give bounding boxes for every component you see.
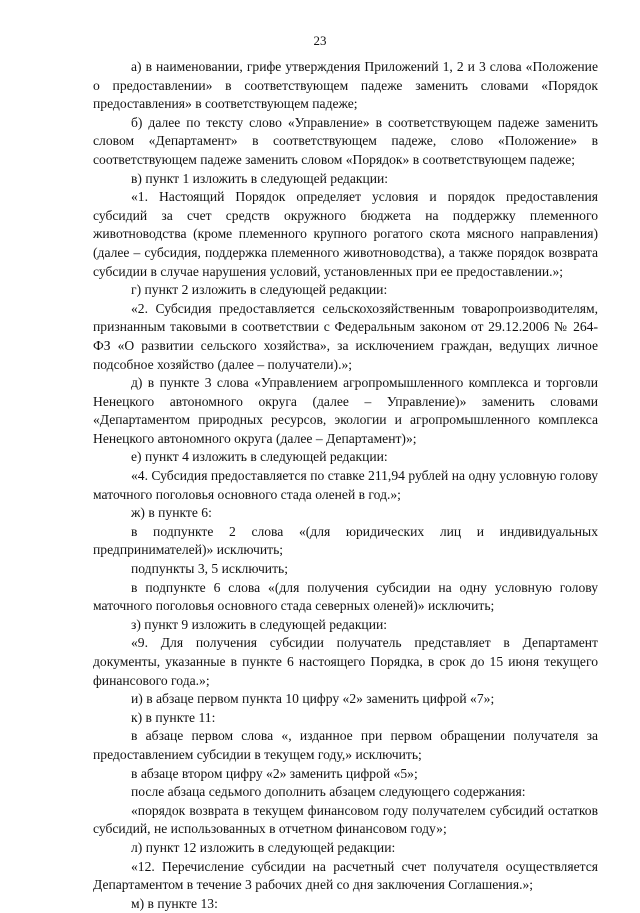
paragraph-zh-sub35: подпункты 3, 5 исключить; <box>131 561 288 577</box>
paragraph-zh-sub6: в подпункте 6 слова «(для получения субсидии на одну условную голову маточного поголовья основного стада северных оленей)» исключить; <box>93 579 598 614</box>
paragraph-k-seventh: после абзаца седьмого дополнить абзацем следующего содержания: <box>131 784 526 800</box>
paragraph-a: а) в наименовании, грифе утверждения Приложений 1, 2 и 3 слова «Положение о предоставлении» в соответствующем падеже заменить словами «Порядок предоставления» в соответствующем падеже; <box>93 59 598 112</box>
paragraph-v-text: «1. Настоящий Порядок определяет условия и порядок предоставления субсидий за счет средств окружного бюджета на поддержку племенного животноводства (кроме племенного крупного рогатого скота мясного направления) (далее – субсидия, поддержка племенного животноводства), а также порядок возврата субсидии в случае нарушения условий, установленных при ее предоставлении.»; <box>93 189 598 279</box>
paragraph-k-new: «порядок возврата в текущем финансовом году получателем субсидий остатков субсидий, не использованных в отчетном финансовом году»; <box>93 802 598 837</box>
paragraph-d: д) в пункте 3 слова «Управлением агропромышленного комплекса и торговли Ненецкого автономного округа (далее – Управление)» заменить словами «Департаментом природных ресурсов, экологии и агропромышленного комплекса Ненецкого автономного округа (далее – Департамент)»; <box>93 375 598 446</box>
paragraph-e-text: «4. Субсидия предоставляется по ставке 211,94 рублей на одну условную голову маточного поголовья основного стада оленей в год.»; <box>93 468 598 502</box>
paragraph-i: и) в абзаце первом пункта 10 цифру «2» заменить цифрой «7»; <box>131 691 495 707</box>
page-number: 23 <box>313 33 327 48</box>
paragraph-b: б) далее по тексту слово «Управление» в соответствующем падеже заменить словом «Департамент» в соответствующем падеже, слово «Положение» в соответствующем падеже заменить словом «Порядок» в соответствующем падеже; <box>93 114 598 167</box>
paragraph-k-first: в абзаце первом слова «, изданное при первом обращении получателя за предоставлением субсидии в текущем году,» исключить; <box>93 728 598 762</box>
paragraph-e: е) пункт 4 изложить в следующей редакции: <box>131 449 388 465</box>
paragraph-g-text: «2. Субсидия предоставляется сельскохозяйственным товаропроизводителям, признанным таковыми в соответствии с Федеральным законом от 29.12.2006 № 264-ФЗ «О развитии сельского хозяйства», за исключением граждан, ведущих личное подсобное хозяйство (далее – получатели).»; <box>93 300 598 372</box>
paragraph-zh: ж) в пункте 6: <box>131 505 212 521</box>
paragraph-m: м) в пункте 13: <box>131 895 218 911</box>
paragraph-v: в) пункт 1 изложить в следующей редакции: <box>131 170 389 186</box>
paragraph-z: з) пункт 9 изложить в следующей редакции: <box>131 616 388 632</box>
paragraph-zh-sub2: в подпункте 2 слова «(для юридических лиц и индивидуальных предпринимателей)» исключить; <box>93 523 598 558</box>
paragraph-l: л) пункт 12 изложить в следующей редакции: <box>131 839 396 855</box>
paragraph-l-text: «12. Перечисление субсидии на расчетный счет получателя осуществляется Департаментом в течение 3 рабочих дней со дня заключения Соглашения.»; <box>93 858 598 893</box>
paragraph-g: г) пункт 2 изложить в следующей редакции: <box>131 282 388 298</box>
paragraph-k: к) в пункте 11: <box>131 709 216 725</box>
document-body <box>93 58 598 913</box>
paragraph-k-second: в абзаце втором цифру «2» заменить цифрой «5»; <box>131 765 418 781</box>
paragraph-z-text: «9. Для получения субсидии получатель представляет в Департамент документы, указанные в пункте 6 настоящего Порядка, в срок до 15 июня текущего финансового года.»; <box>93 635 598 688</box>
